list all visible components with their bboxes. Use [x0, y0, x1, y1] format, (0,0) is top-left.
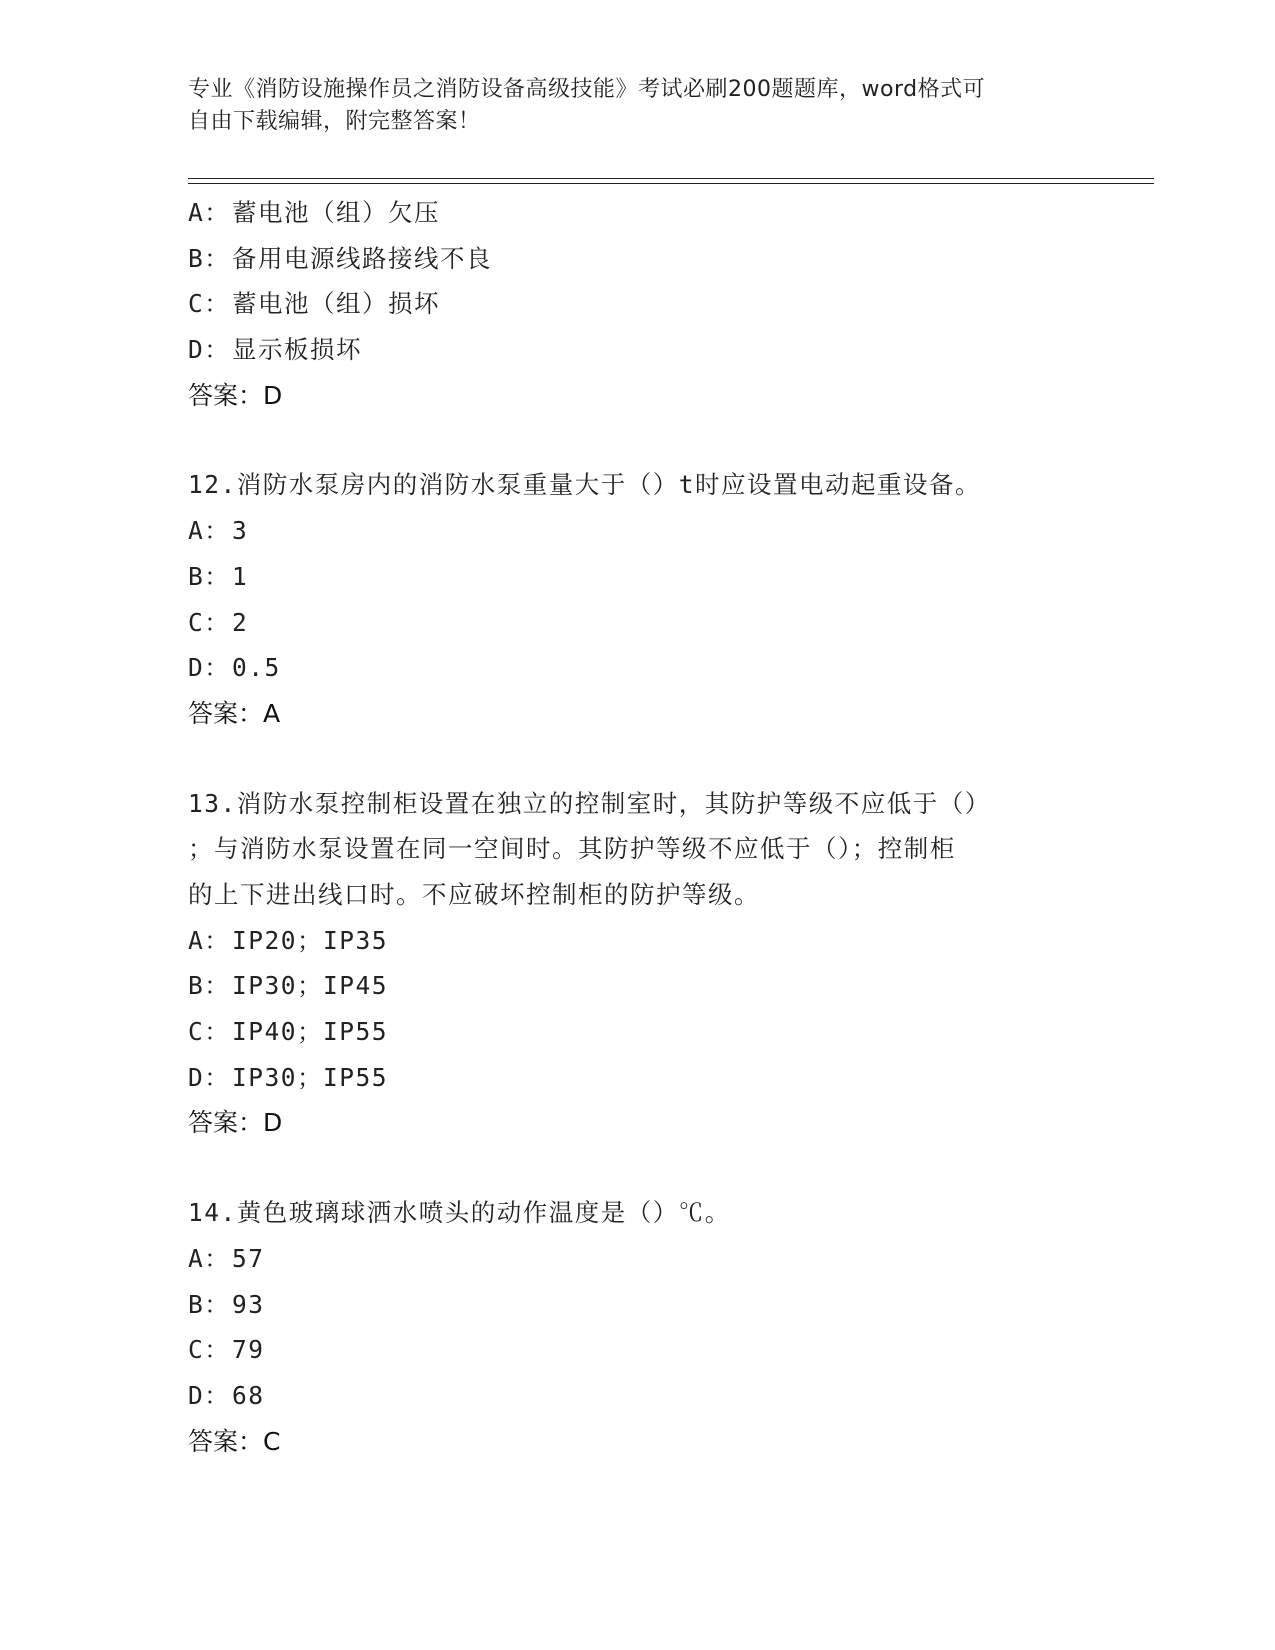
question-stem-line-1: 13.消防水泵控制柜设置在独立的控制室时，其防护等级不应低于（）	[188, 788, 991, 818]
option-a: A：57	[188, 1243, 265, 1273]
question-13	[188, 781, 1108, 1101]
question-stem: 14.黄色玻璃球洒水喷头的动作温度是（）℃。	[188, 1198, 731, 1228]
header-divider-top	[188, 178, 1154, 179]
header-line-2: 自由下载编辑，附完整答案！	[188, 109, 481, 134]
option-c: C：蓄电池（组）损坏	[188, 289, 440, 319]
option-c: C：79	[188, 1335, 265, 1365]
question-14	[188, 1190, 1108, 1418]
question-stem-line-2: ；与消防水泵设置在同一空间时。其防护等级不应低于（）；控制柜	[188, 834, 956, 864]
header-line-1: 专业《消防设施操作员之消防设备高级技能》考试必刷200题题库，word格式可	[188, 77, 986, 102]
option-a: A：IP20；IP35	[188, 925, 389, 955]
option-a: A：3	[188, 516, 249, 546]
answer-line: 答案：C	[188, 1426, 281, 1456]
question-11-continued	[188, 190, 1108, 373]
option-d: D：0.5	[188, 653, 281, 683]
answer-line: 答案：A	[188, 698, 281, 728]
document-header	[188, 74, 1088, 138]
question-stem: 12.消防水泵房内的消防水泵重量大于（）t时应设置电动起重设备。	[188, 470, 981, 500]
option-b: B：1	[188, 561, 249, 591]
answer-line: 答案：D	[188, 380, 283, 410]
option-a: A：蓄电池（组）欠压	[188, 198, 440, 227]
option-d: D：显示板损坏	[188, 335, 362, 365]
question-stem-line-3: 的上下进出线口时。不应破坏控制柜的防护等级。	[188, 879, 760, 909]
option-b: B：IP30；IP45	[188, 971, 389, 1001]
option-d: D：IP30；IP55	[188, 1062, 389, 1092]
option-c: C：2	[188, 607, 249, 637]
answer-line: 答案：D	[188, 1108, 283, 1138]
header-divider-bottom	[188, 183, 1154, 184]
option-b: B：93	[188, 1289, 265, 1319]
option-c: C：IP40；IP55	[188, 1017, 389, 1047]
question-12	[188, 462, 1108, 690]
question-list	[188, 190, 1108, 1464]
option-d: D：68	[188, 1380, 265, 1410]
option-b: B：备用电源线路接线不良	[188, 243, 492, 273]
